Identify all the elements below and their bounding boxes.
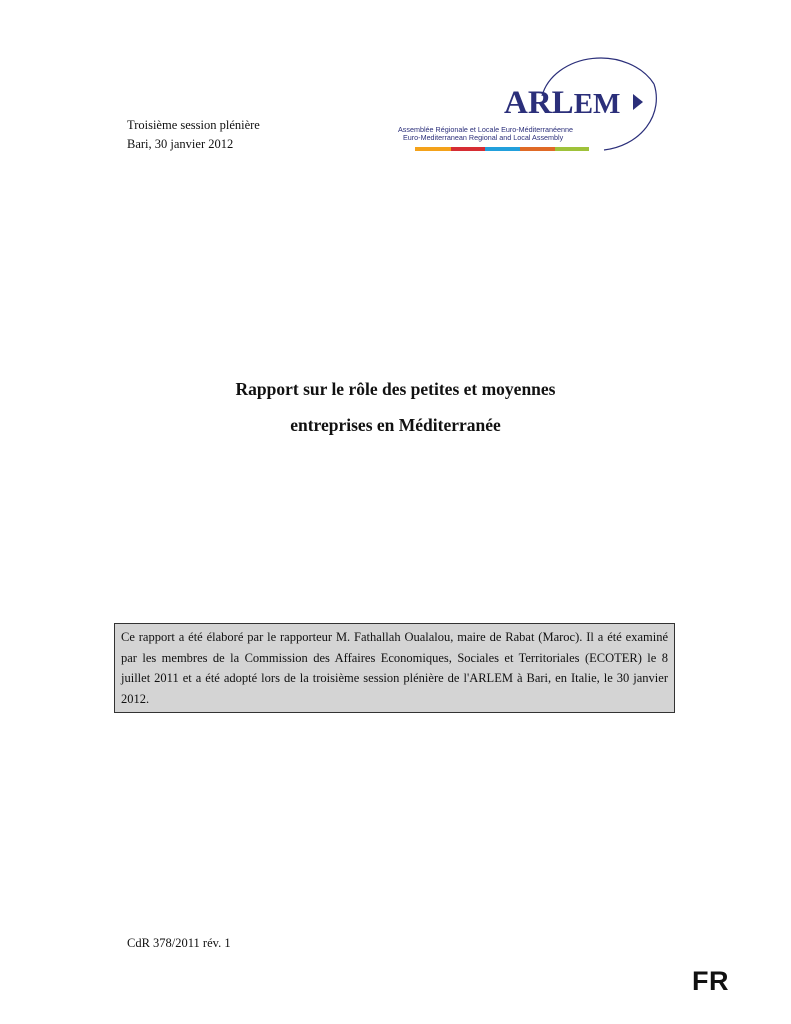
logo-stripe-green	[555, 147, 589, 151]
report-title-line1: Rapport sur le rôle des petites et moyennes	[235, 379, 556, 399]
summary-box: Ce rapport a été élaboré par le rapporteur M. Fathallah Oualalou, maire de Rabat (Maroc). Il a été examiné par les membres de la Commission des Affaires Economiques, Sociales et Territoriales (ECOTER) le 8 juillet 2011 et a été adopté lors de la troisième session plénière de l'ARLEM à Bari, en Italie, le 30 janvier 2012.	[114, 623, 675, 713]
logo-stripe-dark-orange	[520, 147, 555, 151]
place-date: Bari, 30 janvier 2012	[127, 137, 234, 151]
document-reference: CdR 378/2011 rév. 1	[127, 936, 231, 950]
logo-name-part2: EM	[573, 88, 621, 120]
logo-arrow-icon	[633, 94, 643, 110]
report-title	[0, 371, 791, 443]
logo-stripe-blue	[485, 147, 520, 151]
logo-subtitle-fr: Assemblée Régionale et Locale Euro-Méditerranéenne	[398, 125, 574, 134]
arlem-logo-graphic	[392, 50, 662, 162]
logo-stripe-red	[451, 147, 485, 151]
arlem-logo	[392, 50, 662, 162]
session-header	[127, 116, 260, 154]
logo-subtitle-en: Euro-Mediterranean Regional and Local Assembly	[403, 133, 564, 142]
logo-name	[504, 85, 620, 121]
session-label: Troisième session plénière	[127, 118, 260, 132]
report-title-line2: entreprises en Méditerranée	[290, 415, 501, 435]
language-code: FR	[692, 966, 729, 996]
logo-stripe-orange	[415, 147, 451, 151]
logo-name-part1: ARL	[504, 85, 574, 121]
